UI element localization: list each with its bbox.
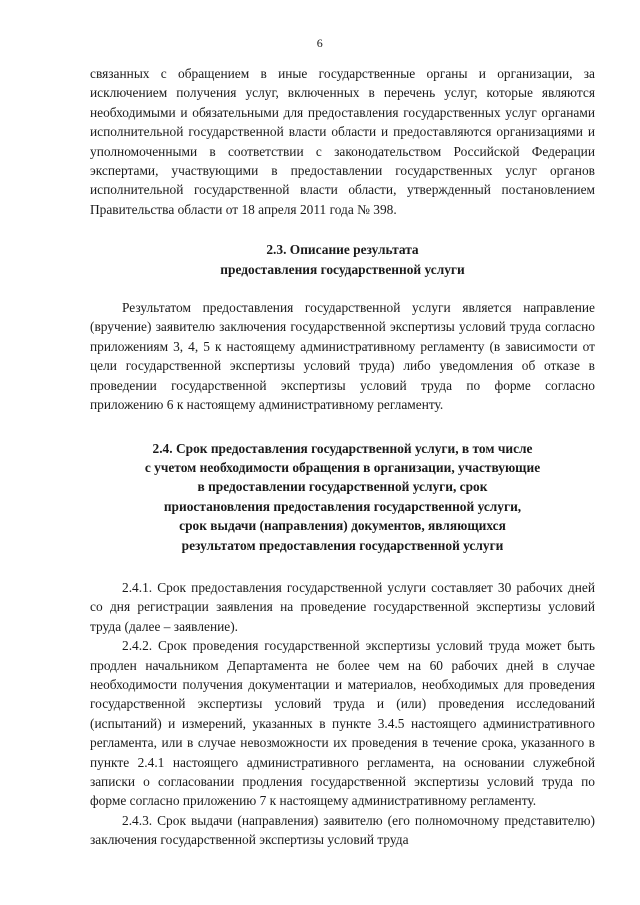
- paragraph-2-4-2: 2.4.2. Срок проведения государственной экспертизы условий труда может быть продлен начальником Департамента не более чем на 60 рабочих дней в случае необходимости получения документации и материалов, необходимых для проведения государственной экспертизы условий труда и (или) проведения исследований (испытаний) и измерений, указанных в пункте 3.4.5 настоящего административного регламента, или в случае невозможности их проведения в течение срока, указанного в пункте 2.4.1 настоящего административного регламента, на основании служебной записки о согласовании продления государственной экспертизы условий труда по форме согласно приложению 7 к настоящему административному регламенту.: [90, 638, 595, 809]
- heading-line: 2.4. Срок предоставления государственной услуги, в том числе: [152, 440, 533, 456]
- intro-paragraph: связанных с обращением в иные государственные органы и организации, за исключением получения услуг, включенных в перечень услуг, которые являются необходимыми и обязательными для предоставления государственных услуг органами исполнительной государственной власти области и предоставляются организациями и уполномоченными в соответствии с законодательством Российской Федерации экспертами, участвующими в предоставлении государственных услуг органов исполнительной государственной власти области, утвержденный постановлением Правительства области от 18 апреля 2011 года № 398.: [90, 66, 595, 217]
- heading-line: в предоставлении государственной услуги, срок: [197, 479, 488, 495]
- heading-line: предоставления государственной услуги: [220, 261, 465, 277]
- section-2-3-heading: [90, 240, 595, 279]
- document-body: [90, 64, 595, 850]
- heading-line: результатом предоставления государственной услуги: [181, 537, 504, 553]
- paragraph-2-4-1: 2.4.1. Срок предоставления государственной услуги составляет 30 рабочих дней со дня регистрации заявления на проведение государственной экспертизы условий труда (далее – заявление).: [90, 579, 595, 634]
- heading-line: срок выдачи (направления) документов, являющихся: [179, 518, 506, 534]
- section-2-3-paragraph: Результатом предоставления государственной услуги является направление (вручение) заявителю заключения государственной экспертизы условий труда согласно приложениям 3, 4, 5 к настоящему административному регламенту (в зависимости от цели государственной экспертизы условий труда) либо уведомления об отказе в проведении государственной экспертизы условий труда по форме согласно приложению 6 к настоящему административному регламенту.: [90, 300, 595, 413]
- heading-line: 2.3. Описание результата: [266, 242, 419, 258]
- paragraph-2-4-3: 2.4.3. Срок выдачи (направления) заявителю (его полномочному представителю) заключения государственной экспертизы условий труда: [90, 812, 595, 848]
- heading-line: с учетом необходимости обращения в организации, участвующие: [144, 459, 541, 475]
- page-number: 6: [316, 36, 324, 50]
- section-2-4-heading: [90, 439, 595, 555]
- heading-line: приостановления предоставления государственной услуги,: [163, 498, 522, 514]
